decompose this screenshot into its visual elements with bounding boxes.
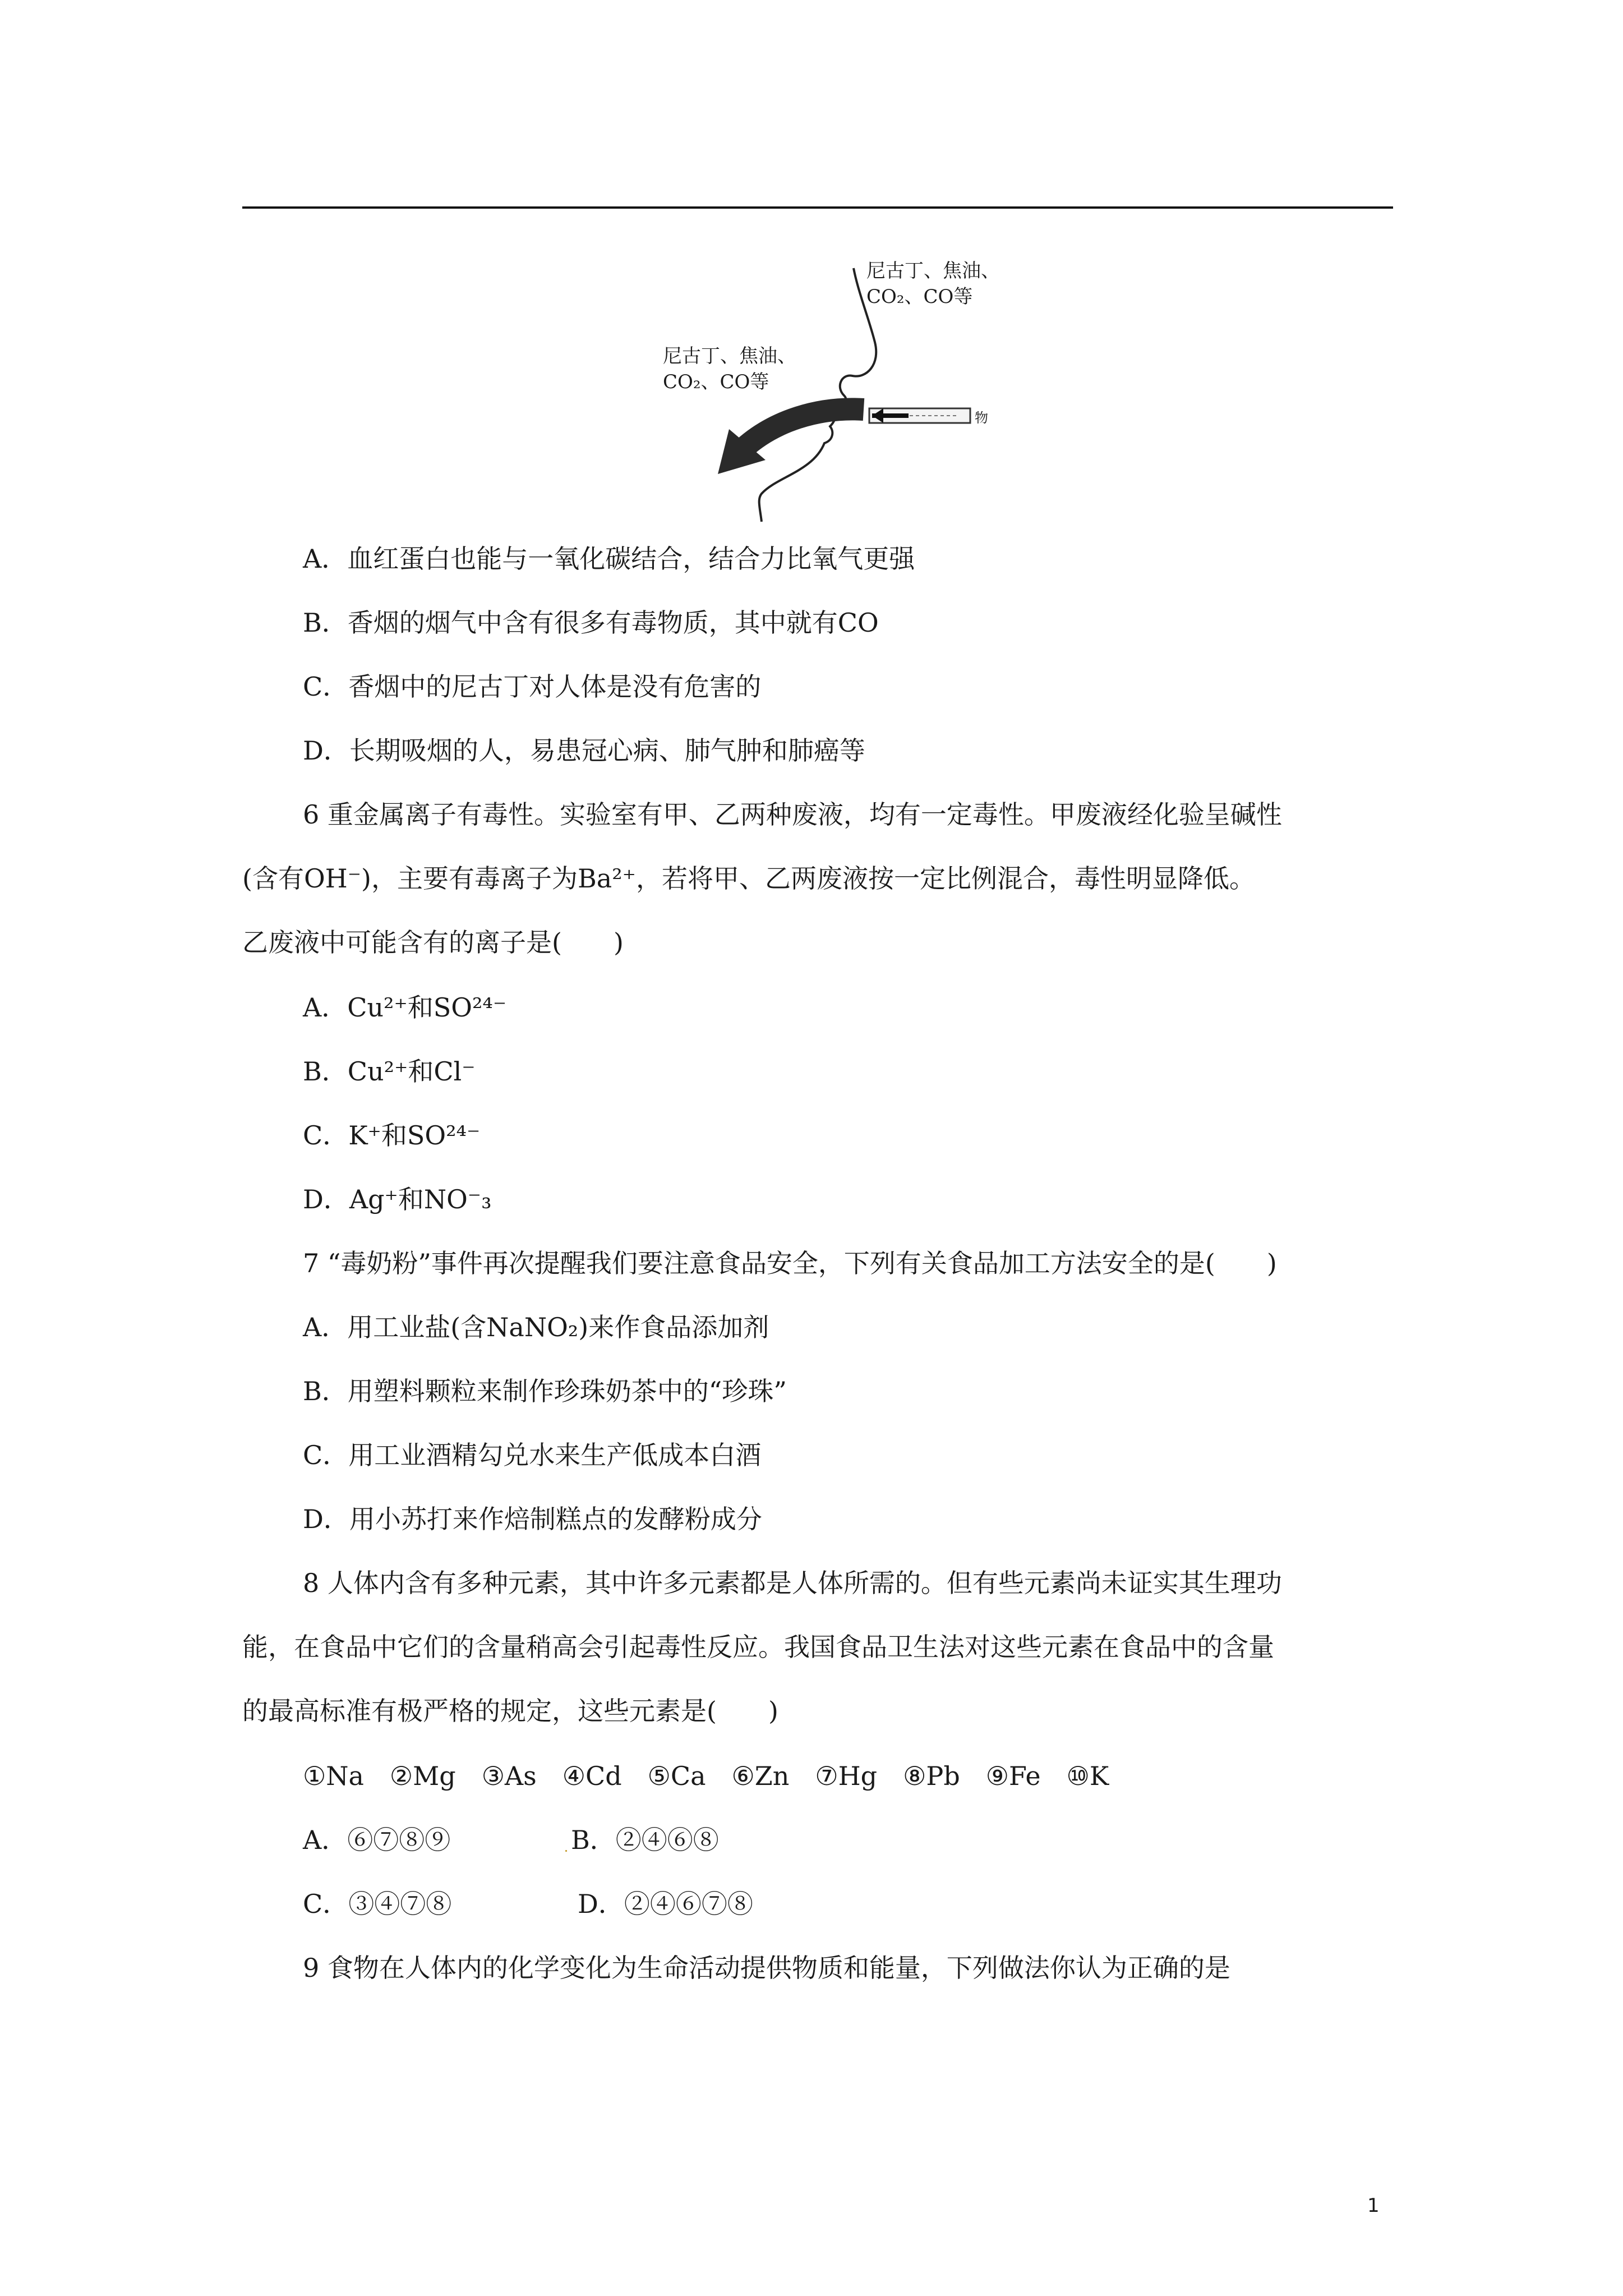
figure-label-left-1: 尼古丁、焦油、 — [663, 345, 796, 367]
q8-stem-line-2: 能，在食品中它们的含量稍高会引起毒性反应。我国食品卫生法对这些元素在食品中的含量 — [242, 1632, 1274, 1662]
q5-option-d: D．长期吸烟的人，易患冠心病、肺气肿和肺癌等 — [303, 735, 865, 766]
q7-stem: 7 “毒奶粉”事件再次提醒我们要注意食品安全，下列有关食品加工方法安全的是( ) — [303, 1248, 1277, 1278]
q8-option-c: C．③④⑦⑧ — [303, 1889, 452, 1919]
q8-option-b: B．②④⑥⑧ — [571, 1825, 719, 1855]
q6-option-d: D．Ag⁺和NO⁻₃ — [303, 1184, 492, 1214]
face-profile-line — [759, 268, 877, 522]
header-rule — [242, 206, 1393, 209]
smoke-flow-arrow — [743, 409, 864, 449]
smoking-figure — [645, 258, 1038, 527]
q6-stem-line-1: 6 重金属离子有毒性。实验室有甲、乙两种废液，均有一定毒性。甲废液经化验呈碱性 — [303, 799, 1282, 830]
q5-option-c: C．香烟中的尼古丁对人体是没有危害的 — [303, 671, 762, 702]
q9-stem: 9 食物在人体内的化学变化为生命活动提供物质和能量，下列做法你认为正确的是 — [303, 1953, 1230, 1983]
figure-label-top-1: 尼古丁、焦油、 — [866, 260, 1000, 282]
q6-option-a: A．Cu²⁺和SO²⁴⁻ — [303, 992, 507, 1023]
q6-option-b: B．Cu²⁺和Cl⁻ — [303, 1056, 476, 1087]
q8-option-a: A．⑥⑦⑧⑨ — [303, 1825, 451, 1855]
q6-option-c: C．K⁺和SO²⁴⁻ — [303, 1120, 481, 1151]
q7-option-d: D．用小苏打来作焙制糕点的发酵粉成分 — [303, 1504, 762, 1534]
q6-stem-line-2: (含有OH⁻)，主要有毒离子为Ba²⁺，若将甲、乙两废液按一定比例混合，毒性明显降低。 — [242, 863, 1255, 894]
q5-option-b: B．香烟的烟气中含有很多有毒物质，其中就有CO — [303, 608, 879, 638]
q5-option-a: A．血红蛋白也能与一氧化碳结合，结合力比氧气更强 — [303, 544, 915, 574]
figure-label-right: 物 — [975, 410, 988, 426]
q8-option-d: D．②④⑥⑦⑧ — [578, 1889, 753, 1919]
q7-option-a: A．用工业盐(含NaNO₂)来作食品添加剂 — [303, 1312, 769, 1342]
scan-speck — [565, 1850, 567, 1852]
q7-option-c: C．用工业酒精勾兑水来生产低成本白酒 — [303, 1440, 762, 1470]
q6-stem-line-3: 乙废液中可能含有的离子是( ) — [242, 927, 624, 958]
page-number: 1 — [1367, 2194, 1380, 2217]
q8-element-list: ①Na ②Mg ③As ④Cd ⑤Ca ⑥Zn ⑦Hg ⑧Pb ⑨Fe ⑩K — [303, 1761, 1109, 1791]
figure-label-top-2: CO₂、CO等 — [866, 286, 973, 308]
q8-stem-line-3: 的最高标准有极严格的规定，这些元素是( ) — [242, 1696, 778, 1726]
q8-stem-line-1: 8 人体内含有多种元素，其中许多元素都是人体所需的。但有些元素尚未证实其生理功 — [303, 1568, 1282, 1598]
q7-option-b: B．用塑料颗粒来制作珍珠奶茶中的“珍珠” — [303, 1376, 787, 1406]
figure-label-left-2: CO₂、CO等 — [663, 371, 769, 393]
